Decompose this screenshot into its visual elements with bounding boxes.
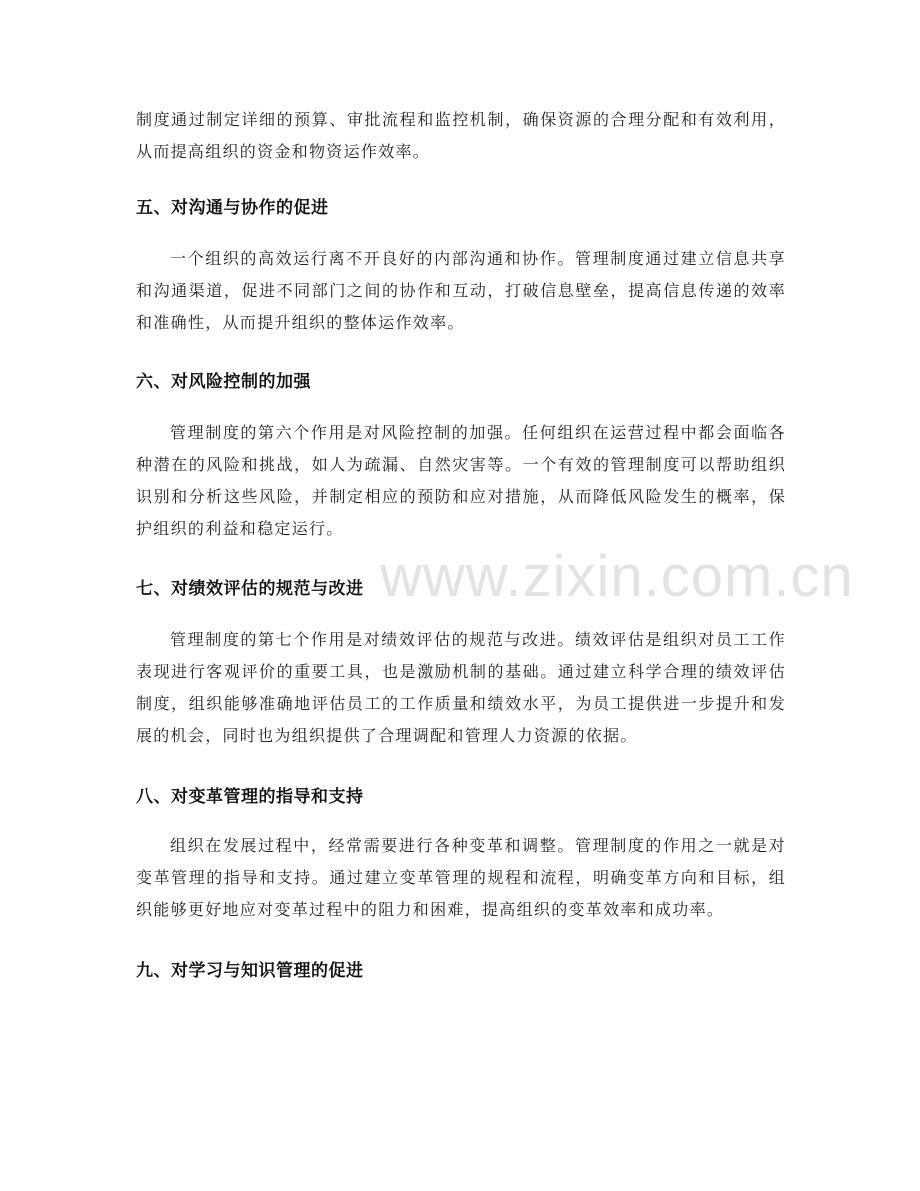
section-6-paragraph: 管理制度的第六个作用是对风险控制的加强。任何组织在运营过程中都会面临各种潜在的风险和挑战，如人为疏漏、自然灾害等。一个有效的管理制度可以帮助组织识别和分析这些风险，并制定相应的预防和应对措施，从而降低风险发生的概率，保护组织的利益和稳定运行。 <box>136 423 786 538</box>
section-7-paragraph: 管理制度的第七个作用是对绩效评估的规范与改进。绩效评估是组织对员工工作表现进行客观评价的重要工具，也是激励机制的基础。通过建立科学合理的绩效评估制度，组织能够准确地评估员工的工作质量和绩效水平，为员工提供进一步提升和发展的机会，同时也为组织提供了合理调配和管理人力资源的依据。 <box>136 630 786 745</box>
section-8-heading: 八、对变革管理的指导和支持 <box>136 787 364 807</box>
section-7-heading: 七、对绩效评估的规范与改进 <box>136 579 364 599</box>
watermark: www.zixin.com.cn <box>380 544 854 609</box>
intro-paragraph: 制度通过制定详细的预算、审批流程和监控机制，确保资源的合理分配和有效利用，从而提高组织的资金和物资运作效率。 <box>136 110 786 161</box>
section-9-heading: 九、对学习与知识管理的促进 <box>136 961 364 981</box>
section-8-paragraph: 组织在发展过程中，经常需要进行各种变革和调整。管理制度的作用之一就是对变革管理的指导和支持。通过建立变革管理的规程和流程，明确变革方向和目标，组织能够更好地应对变革过程中的阻力和困难，提高组织的变革效率和成功率。 <box>136 836 786 919</box>
section-5-heading: 五、对沟通与协作的促进 <box>136 198 329 218</box>
section-5-paragraph: 一个组织的高效运行离不开良好的内部沟通和协作。管理制度通过建立信息共享和沟通渠道，促进不同部门之间的协作和互动，打破信息壁垒，提高信息传递的效率和准确性，从而提升组织的整体运作效率。 <box>136 249 786 332</box>
section-6-heading: 六、对风险控制的加强 <box>136 372 311 392</box>
